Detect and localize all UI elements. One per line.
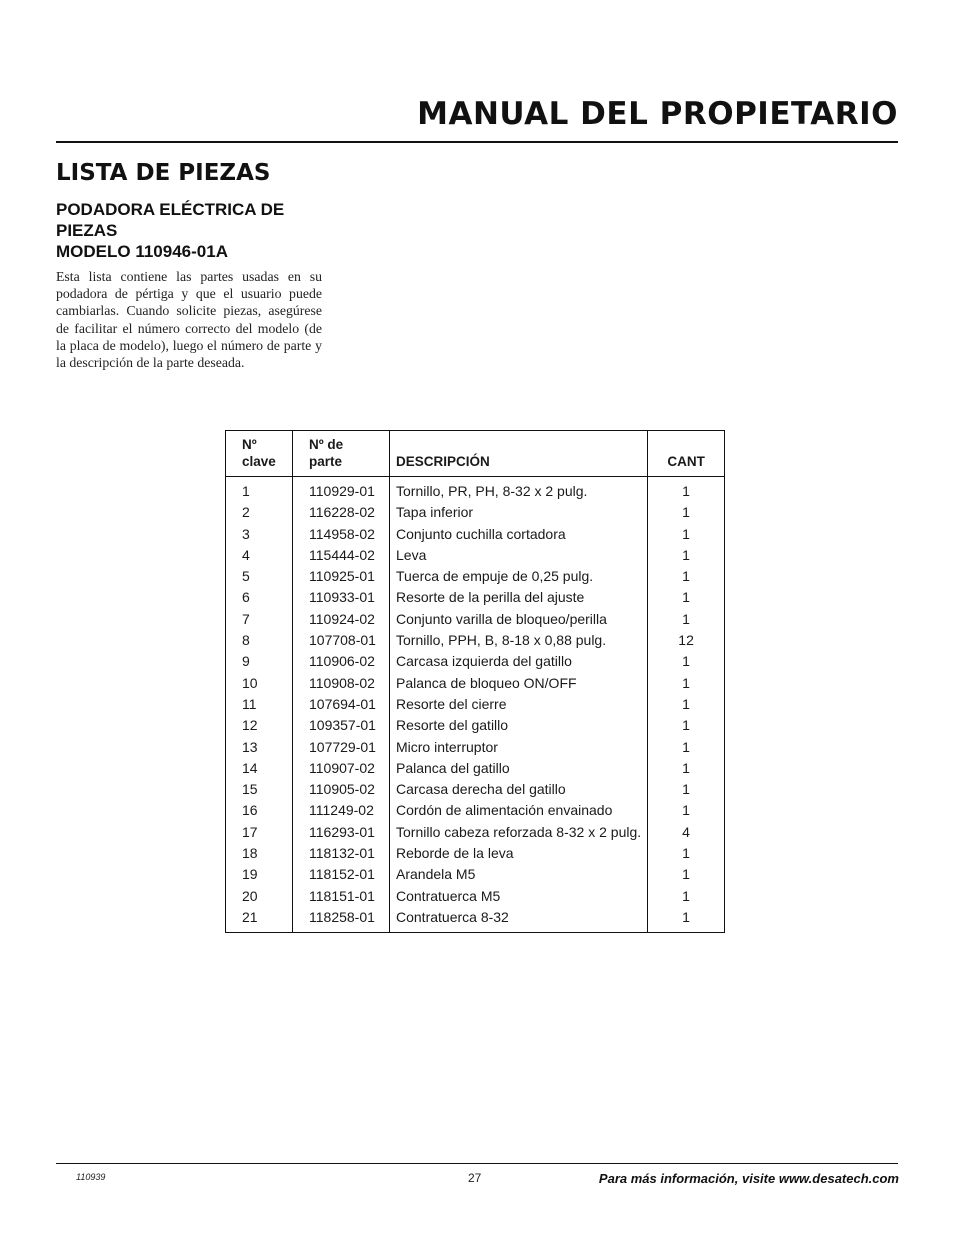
header-divider [56,141,898,143]
cell-key: 5 [226,566,293,587]
cell-part: 118132-01 [293,843,390,864]
cell-key: 13 [226,737,293,758]
cell-qty: 1 [682,908,690,925]
cell-key: 21 [226,907,293,933]
cell-part: 110906-02 [293,651,390,672]
cell-qty: 1 [682,568,690,585]
table-row [226,524,725,545]
cell-key: 8 [226,630,293,651]
cell-key: 17 [226,822,293,843]
table-row [226,477,725,503]
cell-qty: 1 [682,738,690,755]
cell-qty: 1 [682,845,690,862]
cell-part: 116293-01 [293,822,390,843]
cell-description: Resorte del cierre [390,694,648,715]
cell-key: 3 [226,524,293,545]
cell-part: 109357-01 [293,715,390,736]
cell-part: 116228-02 [293,502,390,523]
table-row [226,737,725,758]
header-part-line-2: parte [309,454,343,469]
cell-description: Contratuerca M5 [390,886,648,907]
table-row [226,566,725,587]
cell-description: Cordón de alimentación envainado [390,800,648,821]
cell-key: 15 [226,779,293,800]
cell-qty: 1 [682,610,690,627]
cell-qty: 1 [682,546,690,563]
page-title: MANUAL DEL PROPIETARIO [417,96,898,132]
cell-part: 111249-02 [293,800,390,821]
cell-description: Carcasa izquierda del gatillo [390,651,648,672]
header-key-line-2: clave [242,454,276,469]
cell-description: Reborde de la leva [390,843,648,864]
table-row [226,907,725,933]
cell-key: 12 [226,715,293,736]
parts-table [225,430,725,933]
cell-key: 19 [226,864,293,885]
cell-description: Resorte de la perilla del ajuste [390,587,648,608]
cell-key: 16 [226,800,293,821]
table-body [226,477,725,933]
cell-qty: 1 [682,589,690,606]
cell-part: 118151-01 [293,886,390,907]
intro-paragraph: Esta lista contiene las partes usadas en su podadora de pértiga y que el usuario puede cambiarlas. Cuando solicite piezas, asegúrese de facilitar el número correcto del modelo (de la placa de modelo), luego el número de parte y la descripción de la parte deseada. [56,269,322,371]
table-row [226,545,725,566]
page-number: 27 [468,1171,482,1185]
cell-key: 4 [226,545,293,566]
cell-part: 107694-01 [293,694,390,715]
cell-qty: 1 [682,866,690,883]
cell-key: 2 [226,502,293,523]
header-part [293,431,390,477]
cell-part: 110905-02 [293,779,390,800]
subheading-line-3: MODELO 110946-01A [56,242,228,261]
cell-part: 115444-02 [293,545,390,566]
cell-part: 107729-01 [293,737,390,758]
cell-qty: 1 [682,674,690,691]
table-row [226,758,725,779]
cell-qty: 1 [682,525,690,542]
table-row [226,886,725,907]
table-row [226,779,725,800]
table-row [226,843,725,864]
cell-description: Palanca del gatillo [390,758,648,779]
subheading-line-1: PODADORA ELÉCTRICA DE [56,200,285,219]
header-key [226,431,293,477]
cell-key: 10 [226,673,293,694]
table-row [226,587,725,608]
cell-part: 107708-01 [293,630,390,651]
cell-qty: 1 [682,653,690,670]
cell-key: 1 [226,477,293,503]
section-title: LISTA DE PIEZAS [56,160,271,186]
cell-description: Resorte del gatillo [390,715,648,736]
table-header-row [226,431,725,477]
cell-part: 110907-02 [293,758,390,779]
cell-qty: 1 [682,759,690,776]
footer-info: Para más información, visite www.desatech.com [598,1171,899,1186]
cell-qty: 4 [682,823,690,840]
table-row [226,694,725,715]
cell-description: Micro interruptor [390,737,648,758]
table-row [226,609,725,630]
cell-key: 6 [226,587,293,608]
cell-description: Conjunto cuchilla cortadora [390,524,648,545]
cell-qty: 1 [682,781,690,798]
cell-qty: 1 [682,887,690,904]
subheading [56,199,326,262]
cell-description: Conjunto varilla de bloqueo/perilla [390,609,648,630]
cell-part: 110925-01 [293,566,390,587]
cell-key: 18 [226,843,293,864]
cell-description: Tuerca de empuje de 0,25 pulg. [390,566,648,587]
table-row [226,651,725,672]
cell-key: 7 [226,609,293,630]
table-row [226,673,725,694]
cell-key: 14 [226,758,293,779]
header-qty: CANT [648,431,725,477]
cell-part: 118258-01 [293,907,390,933]
table-row [226,715,725,736]
cell-part: 110908-02 [293,673,390,694]
footer-code: 110939 [76,1172,106,1182]
cell-key: 20 [226,886,293,907]
table-row [226,630,725,651]
cell-qty: 1 [682,717,690,734]
cell-part: 114958-02 [293,524,390,545]
cell-key: 9 [226,651,293,672]
table-row [226,800,725,821]
cell-description: Tapa inferior [390,502,648,523]
subheading-line-2: PIEZAS [56,221,118,240]
cell-qty: 1 [682,802,690,819]
header-key-line-1: Nº [242,437,257,452]
cell-qty: 1 [682,504,690,521]
cell-key: 11 [226,694,293,715]
cell-description: Contratuerca 8-32 [390,907,648,933]
cell-description: Arandela M5 [390,864,648,885]
table-row [226,822,725,843]
cell-qty: 1 [682,483,690,499]
cell-part: 110933-01 [293,587,390,608]
cell-description: Tornillo cabeza reforzada 8-32 x 2 pulg. [390,822,648,843]
footer-divider [56,1163,898,1164]
cell-part: 110929-01 [293,477,390,503]
header-part-line-1: Nº de [309,437,344,452]
table-row [226,864,725,885]
cell-qty: 12 [678,632,694,649]
table-row [226,502,725,523]
cell-description: Tornillo, PR, PH, 8-32 x 2 pulg. [390,477,648,503]
header-description: DESCRIPCIÓN [390,431,648,477]
cell-description: Tornillo, PPH, B, 8-18 x 0,88 pulg. [390,630,648,651]
cell-description: Leva [390,545,648,566]
cell-description: Carcasa derecha del gatillo [390,779,648,800]
cell-description: Palanca de bloqueo ON/OFF [390,673,648,694]
cell-qty: 1 [682,695,690,712]
cell-part: 118152-01 [293,864,390,885]
cell-part: 110924-02 [293,609,390,630]
